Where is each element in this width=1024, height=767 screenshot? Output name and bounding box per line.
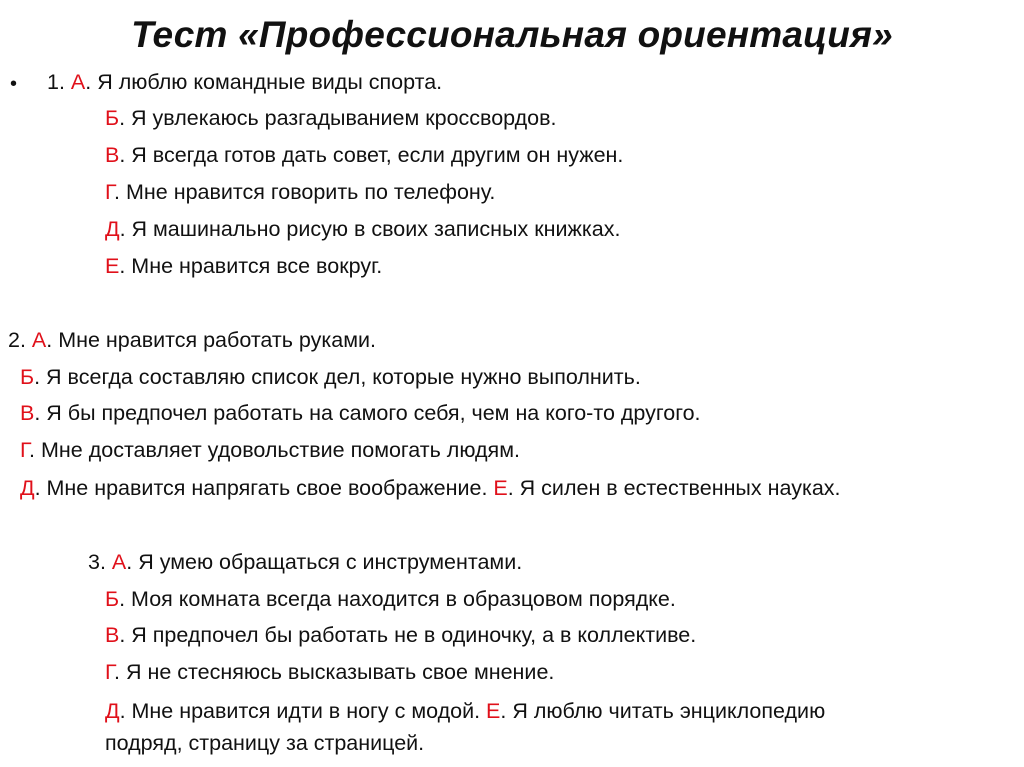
q3-text-d: . Мне нравится идти в ногу с модой. (119, 699, 487, 723)
bullet-icon: • (10, 73, 18, 95)
q1-letter-g: Г (105, 180, 115, 204)
q2-text-b: . Я всегда составляю список дел, которые нужно выполнить. (34, 365, 641, 389)
q1-line-v (105, 141, 623, 169)
q1-letter-e: Е (105, 254, 120, 278)
q1-text-v: . Я всегда готов дать совет, если другим он нужен. (119, 143, 624, 167)
q2-line-g (20, 436, 520, 464)
q2-letter-b: Б (20, 365, 35, 389)
q3-line-continuation (105, 729, 424, 757)
q2-letter-e: Е (493, 476, 508, 500)
q2-line-a (8, 326, 376, 354)
q3-text-b: . Моя комната всегда находится в образцовом порядке. (119, 587, 676, 611)
q1-line-d (105, 215, 620, 243)
q3-text-g: . Я не стесняюсь высказывать свое мнение. (114, 660, 555, 684)
q2-line-v (20, 399, 701, 427)
q2-letter-g: Г (20, 438, 30, 462)
q3-letter-d: Д (105, 699, 120, 723)
q1-text-e: . Мне нравится все вокруг. (119, 254, 383, 278)
q1-letter-b: Б (105, 106, 120, 130)
q3-text-e: . Я люблю читать энциклопедию (500, 699, 826, 723)
q1-line-b (105, 104, 557, 132)
q1-text-d: . Я машинально рисую в своих записных книжках. (119, 217, 621, 241)
q3-text-a: . Я умею обращаться с инструментами. (126, 550, 523, 574)
q3-line-a (88, 548, 522, 576)
q3-line-d (105, 697, 825, 725)
q3-letter-a: А (111, 550, 127, 574)
q1-line-a (47, 68, 442, 96)
q3-letter-v: В (105, 623, 120, 647)
q2-text-e: . Я силен в естественных науках. (507, 476, 841, 500)
q1-text-g: . Мне нравится говорить по телефону. (114, 180, 496, 204)
q1-number: 1. (47, 70, 71, 94)
q2-number: 2. (8, 328, 32, 352)
page-title: Тест «Профессиональная ориентация» (131, 14, 893, 55)
q2-line-b (20, 363, 641, 391)
q1-letter-d: Д (105, 217, 120, 241)
q2-line-d (20, 474, 841, 502)
q1-text-b: . Я увлекаюсь разгадыванием кроссвордов. (119, 106, 557, 130)
q2-text-g: . Мне доставляет удовольствие помогать людям. (29, 438, 520, 462)
q1-line-g (105, 178, 495, 206)
q2-text-v: . Я бы предпочел работать на самого себя, чем на кого-то другого. (34, 401, 701, 425)
q3-letter-b: Б (105, 587, 120, 611)
q3-line-g (105, 658, 554, 686)
q1-letter-v: В (105, 143, 120, 167)
q3-text-v: . Я предпочел бы работать не в одиночку, а в коллективе. (119, 623, 697, 647)
q2-letter-v: В (20, 401, 35, 425)
q2-letter-a: А (31, 328, 47, 352)
q1-line-e (105, 252, 382, 280)
q3-text-continuation: подряд, страницу за страницей. (105, 731, 425, 755)
q3-line-v (105, 621, 696, 649)
q2-letter-d: Д (20, 476, 35, 500)
q3-number: 3. (88, 550, 112, 574)
q2-text-d: . Мне нравится напрягать свое воображение. (34, 476, 494, 500)
q2-text-a: . Мне нравится работать руками. (46, 328, 376, 352)
q3-letter-g: Г (105, 660, 115, 684)
q1-text-a: . Я люблю командные виды спорта. (85, 70, 443, 94)
q1-letter-a: А (70, 70, 86, 94)
q3-line-b (105, 585, 676, 613)
q3-letter-e: Е (486, 699, 501, 723)
